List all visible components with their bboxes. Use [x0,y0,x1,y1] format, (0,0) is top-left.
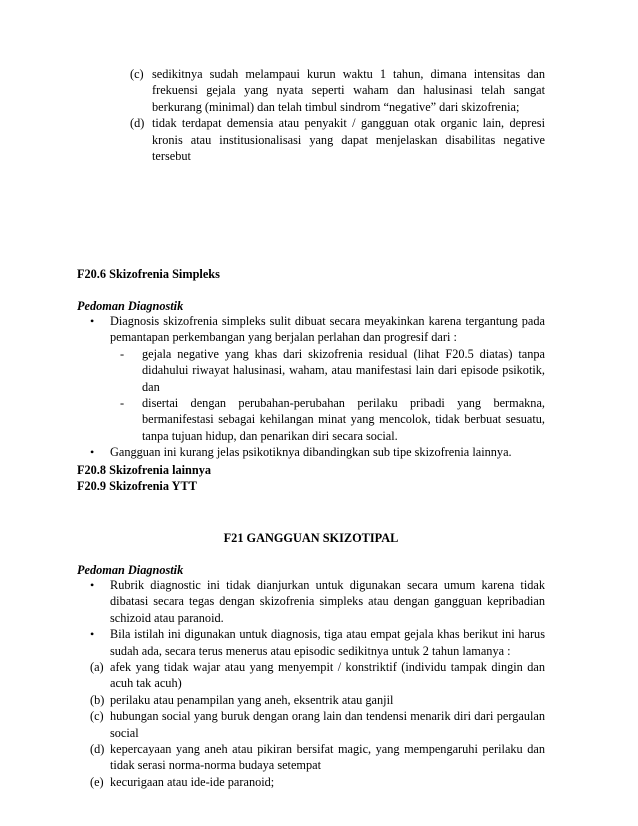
dash-icon: - [120,396,125,411]
item-label: (d) [90,742,105,757]
list-item [130,66,545,115]
item-text: perilaku atau penampilan yang aneh, eksentrik atau ganjil [110,692,394,707]
item-label: (a) [90,660,104,674]
item-label: (c) [90,709,104,724]
list-item [130,115,545,164]
bullet-text: Bila istilah ini digunakan untuk diagnosis, tiga atau empat gejala khas berikut ini harus sudah ada, secara terus menerus atau episodic sedikitnya untuk 2 tahun lamanya : [110,627,545,658]
subheading-pedoman-f21: Pedoman Diagnostik [77,563,184,577]
bullet-text: Diagnosis skizofrenia simpleks sulit dibuat secara meyakinkan karena tergantung pada pemantapan perkembangan yang berjalan perlahan dan progresif dari : [110,314,545,345]
section-heading-f208: F20.8 Skizofrenia lainnya [77,463,212,477]
list-item [90,708,545,741]
item-text: afek yang tidak wajar atau yang menyempit / konstriktif (individu tampak dingin dan acuh tak acuh) [110,660,545,691]
list-item [90,741,545,774]
f21-lettered-list [90,659,545,790]
item-label: (d) [130,116,145,131]
bullet-item [90,626,545,659]
bullet-icon: • [90,314,95,328]
chapter-title-f21: F21 GANGGUAN SKIZOTIPAL [223,531,399,545]
item-text: tidak terdapat demensia atau penyakit / gangguan otak organic lain, depresi kronis atau institusionalisasi yang dapat menjelaskan disabilitas negative tersebut [152,116,545,164]
top-list [130,66,545,164]
dash-text: gejala negative yang khas dari skizofrenia residual (lihat F20.5 diatas) tanpa didahului riwayat halusinasi, waham, atau manifestasi lain dari episode psikotik, dan [142,346,545,394]
list-item [90,659,545,692]
bullet-item [90,313,545,346]
bullet-icon: • [90,578,95,592]
item-text: kepercayaan yang aneh atau pikiran bersifat magic, yang mempengaruhi perilaku dan tidak serasi norma-norma budaya setempat [110,742,545,773]
bullet-item [90,444,545,460]
bullet-icon: • [90,445,95,460]
dash-text: disertai dengan perubahan-perubahan perilaku pribadi yang bermakna, bermanifestasi sebagai kehilangan minat yang mencolok, tidak berbuat sesuatu, tanpa tujuan hidup, dan penarikan diri secara social. [142,396,545,443]
f21-bullet-list [90,577,545,659]
item-label: (e) [90,774,104,789]
item-label: (c) [130,67,144,81]
f206-bullet-list [90,313,545,461]
item-label: (b) [90,692,105,707]
list-item [90,692,545,708]
section-heading-f209: F20.9 Skizofrenia YTT [77,479,197,493]
dash-list [90,346,545,444]
bullet-icon: • [90,627,95,642]
item-text: sedikitnya sudah melampaui kurun waktu 1 tahun, dimana intensitas dan frekuensi gejala yang nyata seperti waham dan halusinasi telah sangat berkurang (minimal) dan telah timbul sindrom “negative” dari skizofrenia; [152,67,545,114]
dash-item [120,395,545,444]
dash-item [120,346,545,395]
subheading-pedoman-f206: Pedoman Diagnostik [77,299,184,313]
section-heading-f206: F20.6 Skizofrenia Simpleks [77,267,220,281]
list-item [90,774,545,790]
bullet-text: Rubrik diagnostic ini tidak dianjurkan untuk digunakan secara umum karena tidak dibatasi secara tegas dengan skizofrenia simpleks atau dengan gangguan kepribadian schizoid atau paranoid. [110,578,545,625]
bullet-item [90,577,545,626]
item-text: kecurigaan atau ide-ide paranoid; [110,774,275,789]
dash-icon: - [120,346,125,361]
item-text: hubungan social yang buruk dengan orang lain dan tendensi menarik diri dari pergaulan social [110,709,545,740]
bullet-text: Gangguan ini kurang jelas psikotiknya dibandingkan sub tipe skizofrenia lainnya. [110,445,512,460]
